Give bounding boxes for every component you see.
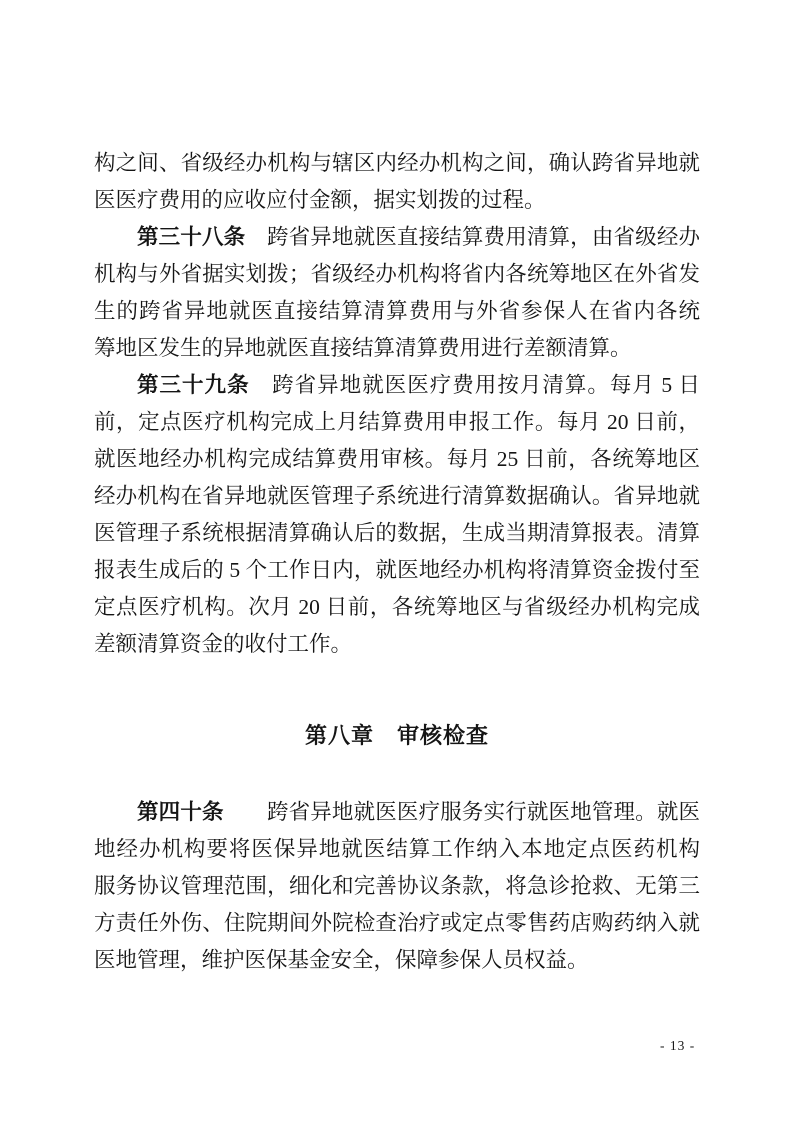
body-line: 生的跨省异地就医直接结算清算费用与外省参保人在省内各统: [94, 299, 700, 323]
body-line: 机构与外省据实划拨；省级经办机构将省内各统筹地区在外省发: [94, 262, 700, 286]
body-line: 地经办机构要将医保异地就医结算工作纳入本地定点医药机构: [94, 837, 700, 861]
body-line: [94, 367, 700, 404]
article-38-text: 跨省异地就医直接结算费用清算，由省级经办: [245, 225, 700, 249]
body-line: 医医疗费用的应收应付金额，据实划拨的过程。: [94, 188, 546, 212]
article-38-number: 第三十八条: [137, 225, 246, 249]
body-line: 方责任外伤、住院期间外院检查治疗或定点零售药店购药纳入就: [94, 911, 700, 935]
body-line: 医地管理，维护医保基金安全，保障参保人员权益。: [94, 948, 589, 972]
article-40-text: 跨省异地就医医疗服务实行就医地管理。就医: [223, 800, 700, 824]
article-39-number: 第三十九条: [137, 373, 250, 397]
body-line: 差额清算资金的收付工作。: [94, 632, 353, 656]
body-line: 构之间、省级经办机构与辖区内经办机构之间，确认跨省异地就: [94, 151, 700, 175]
body-line: 就医地经办机构完成结算费用审核。每月 25 日前，各统筹地区: [94, 447, 700, 471]
body-line: 经办机构在省异地就医管理子系统进行清算数据确认。省异地就: [94, 484, 700, 508]
body-line: 筹地区发生的异地就医直接结算清算费用进行差额清算。: [94, 336, 632, 360]
body-line: 报表生成后的 5 个工作日内，就医地经办机构将清算资金拨付至: [94, 558, 700, 582]
body-line: [94, 219, 700, 256]
body-line: 前，定点医疗机构完成上月结算费用申报工作。每月 20 日前，: [94, 410, 700, 434]
chapter-heading: 第八章 审核检查: [304, 723, 489, 748]
article-39-text: 跨省异地就医医疗费用按月清算。每月 5 日: [249, 373, 700, 397]
body-line: 医管理子系统根据清算确认后的数据，生成当期清算报表。清算: [94, 521, 700, 545]
page-number: - 13 -: [660, 1038, 696, 1053]
document-body: [94, 145, 700, 979]
body-line: 服务协议管理范围，细化和完善协议条款，将急诊抢救、无第三: [94, 874, 700, 898]
article-40-number: 第四十条: [137, 800, 224, 824]
body-line: [94, 794, 700, 831]
body-line: 定点医疗机构。次月 20 日前，各统筹地区与省级经办机构完成: [94, 595, 700, 619]
